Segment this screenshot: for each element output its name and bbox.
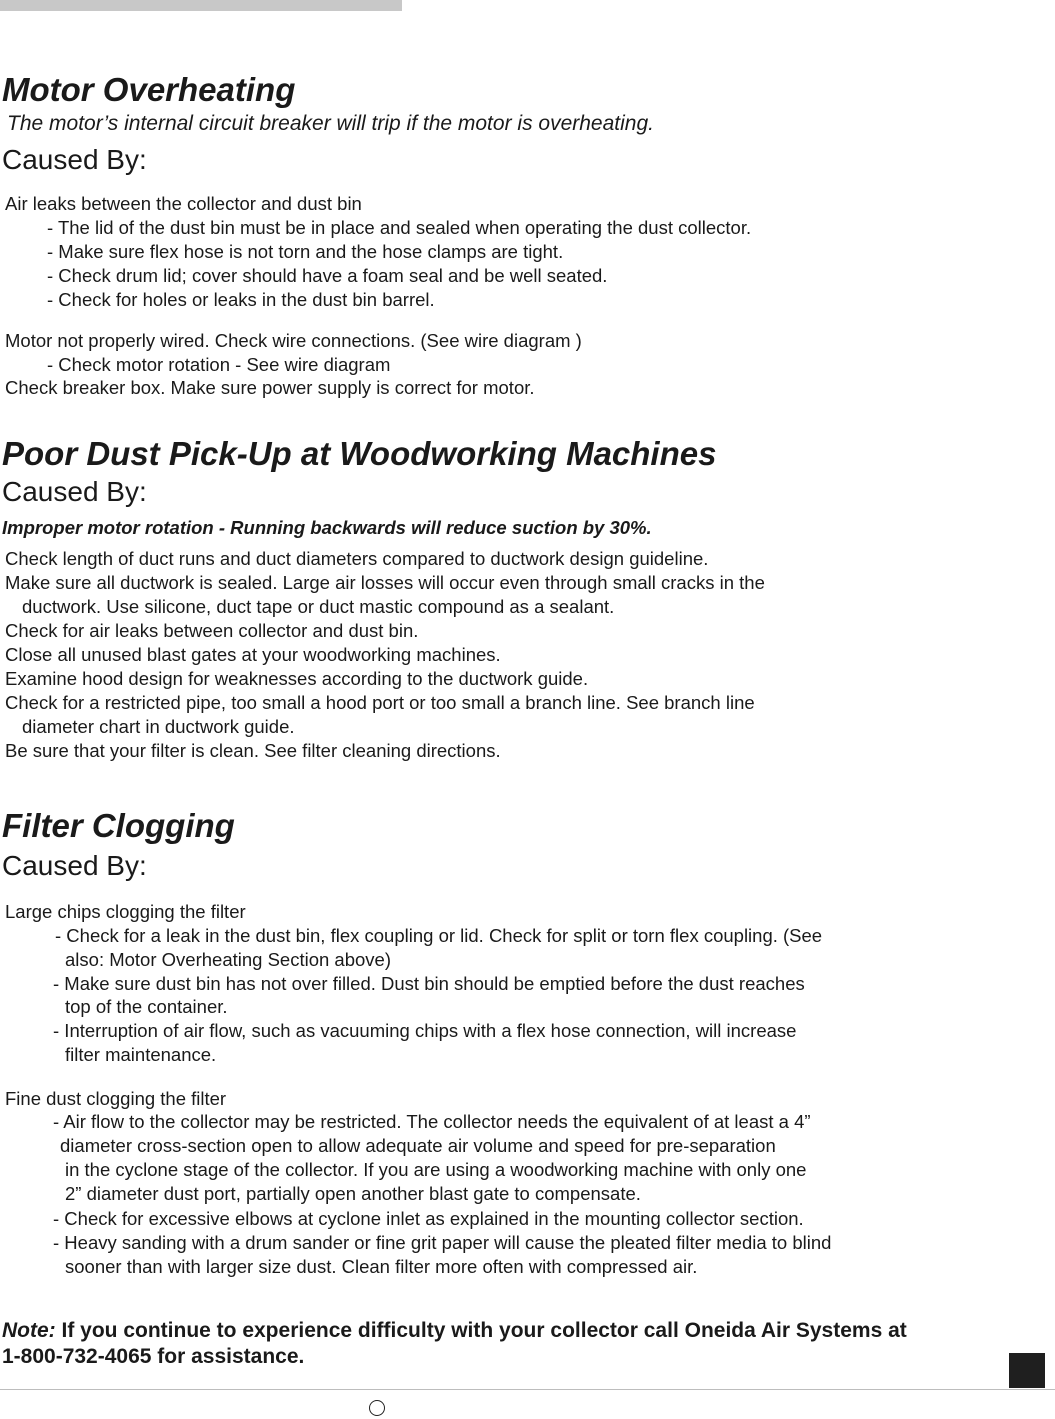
footer-circle-icon	[369, 1400, 385, 1416]
filter-cause-line: also: Motor Overheating Section above)	[65, 949, 391, 970]
filter-cause-line: - Check for a leak in the dust bin, flex coupling or lid. Check for split or torn flex coupling. (See	[55, 925, 823, 946]
motor-cause-line: - Check for holes or leaks in the dust bin barrel.	[47, 289, 435, 310]
note-label: Note:	[2, 1319, 56, 1342]
filter-cause-line: filter maintenance.	[65, 1044, 217, 1065]
motor-cause-line: Motor not properly wired. Check wire connections. (See wire diagram )	[5, 330, 582, 351]
dust-cause-line: Close all unused blast gates at your woodworking machines.	[5, 644, 501, 665]
motor-caused-by-heading: Caused By:	[2, 144, 147, 175]
filter-cause-line: - Interruption of air flow, such as vacuuming chips with a flex hose connection, will increase	[53, 1020, 797, 1041]
dust-cause-line: Check length of duct runs and duct diameters compared to ductwork design guideline.	[5, 548, 709, 569]
motor-cause-line: - Check motor rotation - See wire diagram	[47, 354, 391, 375]
motor-cause-line: Air leaks between the collector and dust bin	[5, 193, 362, 214]
filter-cause-line: - Heavy sanding with a drum sander or fine grit paper will cause the pleated filter media to blind	[53, 1232, 832, 1253]
filter-cause-line: - Check for excessive elbows at cyclone inlet as explained in the mounting collector section.	[53, 1208, 804, 1229]
dust-pickup-title: Poor Dust Pick-Up at Woodworking Machines	[2, 435, 717, 472]
dust-cause-line: Be sure that your filter is clean. See filter cleaning directions.	[5, 740, 501, 761]
filter-cause-line: - Air flow to the collector may be restricted. The collector needs the equivalent of at least a 4”	[53, 1111, 811, 1132]
dust-caused-by-heading: Caused By:	[2, 476, 147, 507]
motor-cause-line: - Make sure flex hose is not torn and the hose clamps are tight.	[47, 241, 564, 262]
note-line-1: If you continue to experience difficulty with your collector call Oneida Air Systems at	[55, 1319, 907, 1342]
header-bar	[0, 0, 402, 11]
footer-divider	[0, 1389, 1055, 1390]
filter-cause-line: diameter cross-section open to allow adequate air volume and speed for pre-separation	[60, 1135, 776, 1156]
motor-cause-line: - The lid of the dust bin must be in place and sealed when operating the dust collector.	[47, 217, 752, 238]
dust-cause-line: Check for a restricted pipe, too small a hood port or too small a branch line. See branch line	[5, 692, 755, 713]
filter-clogging-title: Filter Clogging	[2, 807, 235, 844]
motor-overheating-title: Motor Overheating	[2, 71, 296, 108]
filter-cause-line: 2” diameter dust port, partially open another blast gate to compensate.	[65, 1183, 641, 1204]
filter-caused-by-heading: Caused By:	[2, 850, 147, 881]
filter-cause-line: Fine dust clogging the filter	[5, 1088, 227, 1109]
support-note	[2, 1318, 907, 1370]
page-corner-marker	[1009, 1353, 1045, 1388]
motor-cause-line: - Check drum lid; cover should have a foam seal and be well seated.	[47, 265, 608, 286]
filter-cause-line: top of the container.	[65, 996, 228, 1017]
filter-cause-line: - Make sure dust bin has not over filled. Dust bin should be emptied before the dust reaches	[53, 973, 805, 994]
note-line-2: 1-800-732-4065 for assistance.	[2, 1345, 305, 1368]
dust-cause-line: diameter chart in ductwork guide.	[22, 716, 295, 737]
filter-cause-line: Large chips clogging the filter	[5, 901, 246, 922]
filter-cause-line: sooner than with larger size dust. Clean filter more often with compressed air.	[65, 1256, 698, 1277]
filter-cause-line: in the cyclone stage of the collector. If you are using a woodworking machine with only one	[65, 1159, 807, 1180]
motor-overheating-intro: The motor’s internal circuit breaker will trip if the motor is overheating.	[7, 112, 654, 135]
dust-cause-line: ductwork. Use silicone, duct tape or duct mastic compound as a sealant.	[22, 596, 615, 617]
dust-cause-line: Make sure all ductwork is sealed. Large air losses will occur even through small cracks in the	[5, 572, 765, 593]
motor-cause-line: Check breaker box. Make sure power supply is correct for motor.	[5, 377, 535, 398]
dust-cause-line: Examine hood design for weaknesses according to the ductwork guide.	[5, 668, 589, 689]
dust-cause-line: Check for air leaks between collector and dust bin.	[5, 620, 419, 641]
dust-emphasis-line: Improper motor rotation - Running backwards will reduce suction by 30%.	[2, 517, 652, 538]
